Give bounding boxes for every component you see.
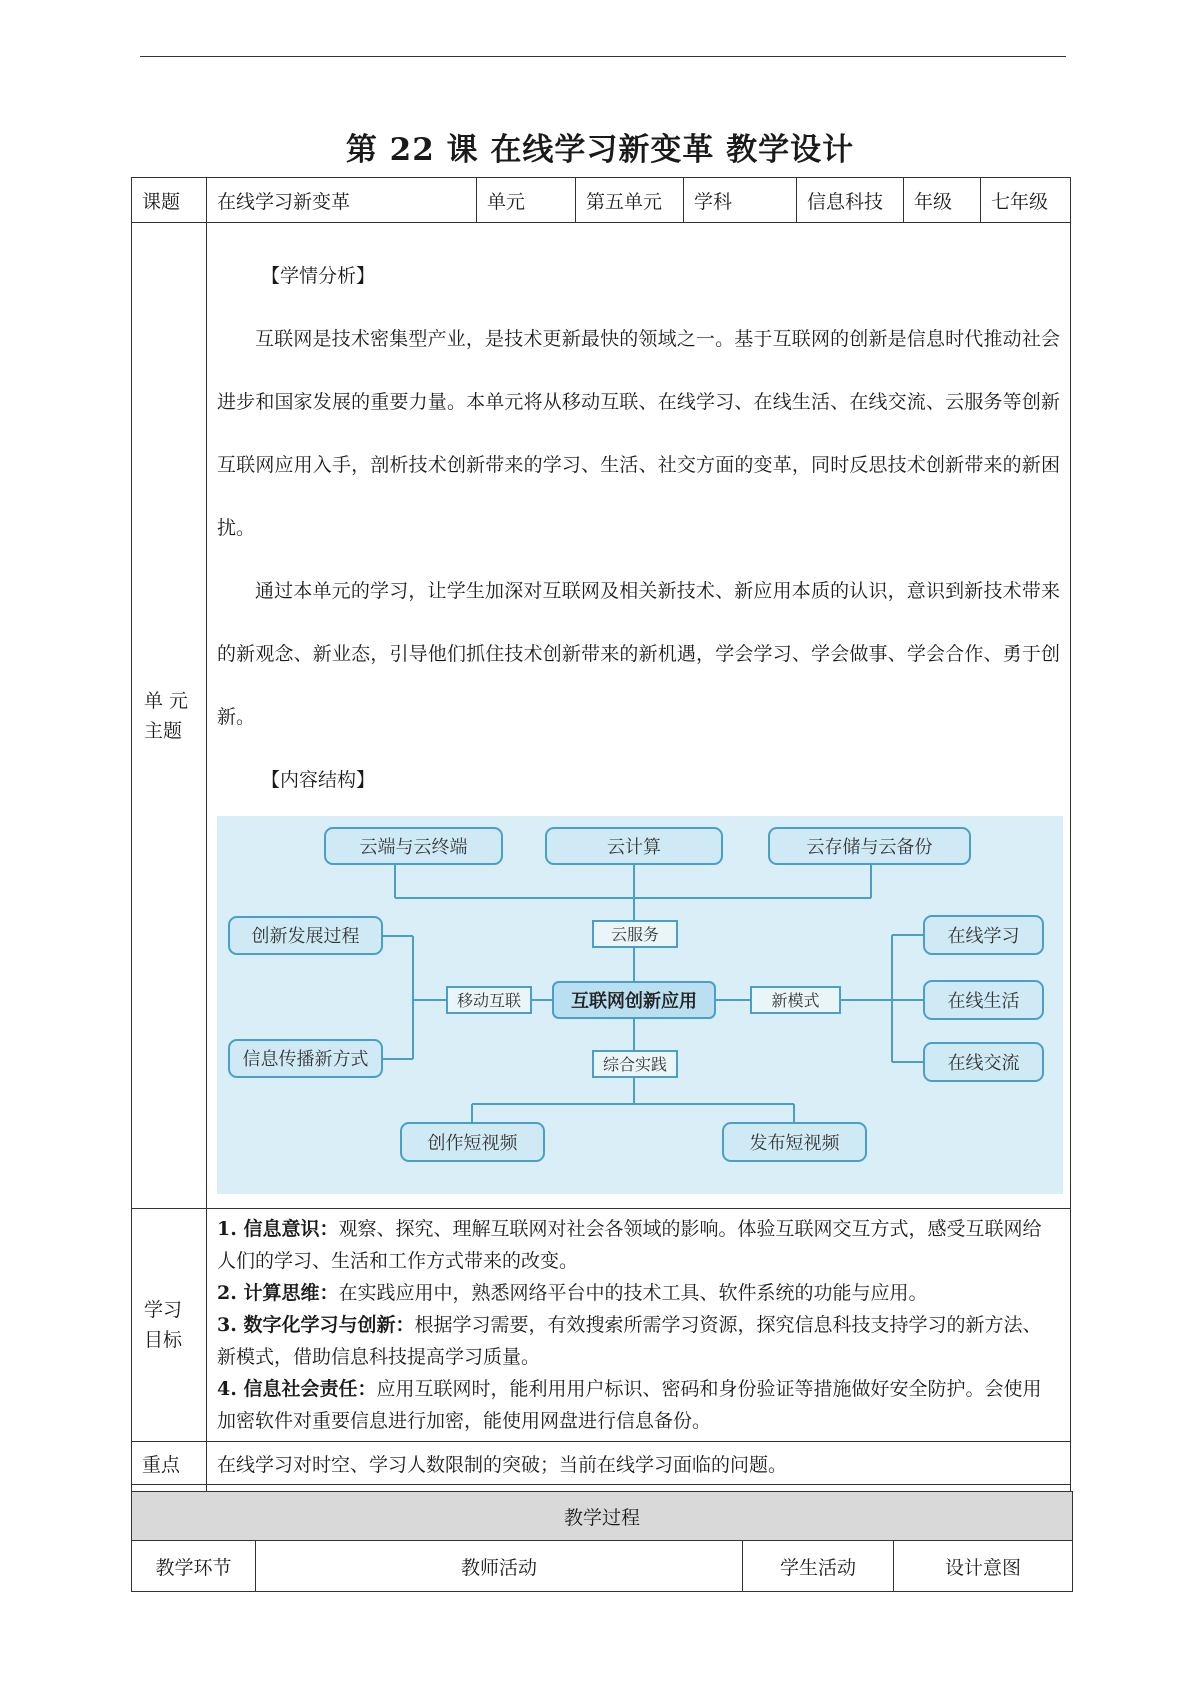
svg-text:在线交流: 在线交流 bbox=[947, 1053, 1020, 1074]
unit-label: 单元 bbox=[477, 178, 576, 223]
goal-item: 4. 信息社会责任：应用互联网时，能利用用户标识、密码和身份验证等措施做好安全防护。会使用加密软件对重要信息进行加密，能使用网盘进行信息备份。 bbox=[217, 1378, 1042, 1432]
content-structure-diagram bbox=[217, 816, 1063, 1194]
innovation-process-node bbox=[229, 917, 382, 954]
svg-text:移动互联: 移动互联 bbox=[456, 991, 522, 1010]
col-teacher: 教师活动 bbox=[256, 1541, 743, 1592]
new-mode-node bbox=[751, 987, 840, 1013]
grade-value: 七年级 bbox=[981, 178, 1071, 223]
col-stage: 教学环节 bbox=[132, 1541, 256, 1592]
svg-text:互联网创新应用: 互联网创新应用 bbox=[571, 991, 697, 1012]
goals-content bbox=[207, 1209, 1071, 1442]
analysis-heading: 【学情分析】 bbox=[261, 265, 376, 287]
unit-theme-label: 单 元 主题 bbox=[132, 223, 207, 1209]
key-point-text: 在线学习对时空、学习人数限制的突破；当前在线学习面临的问题。 bbox=[207, 1442, 1071, 1485]
online-life-node bbox=[924, 981, 1043, 1019]
unit-value: 第五单元 bbox=[576, 178, 684, 223]
goal-item: 2. 计算思维：在实践应用中，熟悉网络平台中的技术工具、软件系统的功能与应用。 bbox=[217, 1282, 928, 1304]
svg-text:云服务: 云服务 bbox=[610, 925, 660, 944]
svg-text:云存储与云备份: 云存储与云备份 bbox=[806, 837, 933, 858]
process-title-row bbox=[132, 1492, 1073, 1541]
topic-label: 课题 bbox=[132, 178, 207, 223]
goals-label: 学习 目标 bbox=[132, 1209, 207, 1442]
structure-heading: 【内容结构】 bbox=[261, 769, 376, 791]
online-exchange-node bbox=[924, 1043, 1043, 1081]
header-row bbox=[132, 178, 1071, 223]
goal-item: 3. 数字化学习与创新：根据学习需要，有效搜索所需学习资源，探究信息科技支持学习的新方法、新模式，借助信息科技提高学习质量。 bbox=[217, 1314, 1042, 1368]
center-node bbox=[553, 982, 715, 1018]
practice-node bbox=[593, 1051, 677, 1077]
cloud-storage-node bbox=[769, 828, 970, 864]
svg-text:云端与云终端: 云端与云终端 bbox=[359, 837, 468, 858]
info-spread-node bbox=[229, 1040, 382, 1077]
col-student: 学生活动 bbox=[743, 1541, 894, 1592]
svg-text:在线生活: 在线生活 bbox=[947, 991, 1020, 1012]
teaching-process-table bbox=[131, 1491, 1073, 1592]
svg-text:发布短视频: 发布短视频 bbox=[749, 1133, 840, 1154]
cloud-terminal-node bbox=[325, 828, 502, 864]
svg-text:云计算: 云计算 bbox=[607, 837, 661, 858]
document-title: 第 22 课 在线学习新变革 教学设计 bbox=[345, 132, 855, 168]
subject-label: 学科 bbox=[684, 178, 797, 223]
unit-theme-row bbox=[132, 223, 1071, 1209]
online-learning-node bbox=[924, 916, 1043, 954]
analysis-paragraph-1: 互联网是技术密集型产业，是技术更新最快的领域之一。基于互联网的创新是信息时代推动社会进步和国家发展的重要力量。本单元将从移动互联、在线学习、在线生活、在线交流、云服务等创新互联网应用入手，剖析技术创新带来的学习、生活、社交方面的变革，同时反思技术创新带来的新困扰。 bbox=[217, 328, 1060, 539]
topic-value: 在线学习新变革 bbox=[207, 178, 477, 223]
header-rule bbox=[140, 56, 1066, 57]
svg-text:综合实践: 综合实践 bbox=[602, 1055, 668, 1074]
process-title: 教学过程 bbox=[132, 1492, 1073, 1541]
svg-text:创作短视频: 创作短视频 bbox=[427, 1133, 518, 1154]
svg-text:在线学习: 在线学习 bbox=[947, 926, 1020, 947]
grade-label: 年级 bbox=[904, 178, 981, 223]
svg-text:创新发展过程: 创新发展过程 bbox=[251, 926, 360, 947]
mindmap-svg bbox=[217, 816, 1063, 1194]
create-video-node bbox=[401, 1123, 544, 1161]
key-point-label: 重点 bbox=[132, 1442, 207, 1485]
svg-text:信息传播新方式: 信息传播新方式 bbox=[242, 1049, 369, 1070]
subject-value: 信息科技 bbox=[797, 178, 904, 223]
analysis-paragraph-2: 通过本单元的学习，让学生加深对互联网及相关新技术、新应用本质的认识，意识到新技术带来的新观念、新业态，引导他们抓住技术创新带来的新机遇，学会学习、学会做事、学会合作、勇于创新。 bbox=[217, 580, 1060, 728]
cloud-computing-node bbox=[546, 828, 722, 864]
mobile-internet-node bbox=[447, 987, 531, 1013]
publish-video-node bbox=[723, 1123, 866, 1161]
cloud-service-node bbox=[593, 921, 677, 947]
lesson-plan-table bbox=[131, 177, 1071, 1528]
svg-text:新模式: 新模式 bbox=[771, 991, 820, 1010]
goal-item: 1. 信息意识：观察、探究、理解互联网对社会各领域的影响。体验互联网交互方式，感受互联网给人们的学习、生活和工作方式带来的改变。 bbox=[217, 1218, 1042, 1272]
process-columns-row bbox=[132, 1541, 1073, 1592]
key-point-row bbox=[132, 1442, 1071, 1485]
goals-row bbox=[132, 1209, 1071, 1442]
col-intent: 设计意图 bbox=[894, 1541, 1073, 1592]
unit-theme-content bbox=[207, 223, 1071, 1209]
